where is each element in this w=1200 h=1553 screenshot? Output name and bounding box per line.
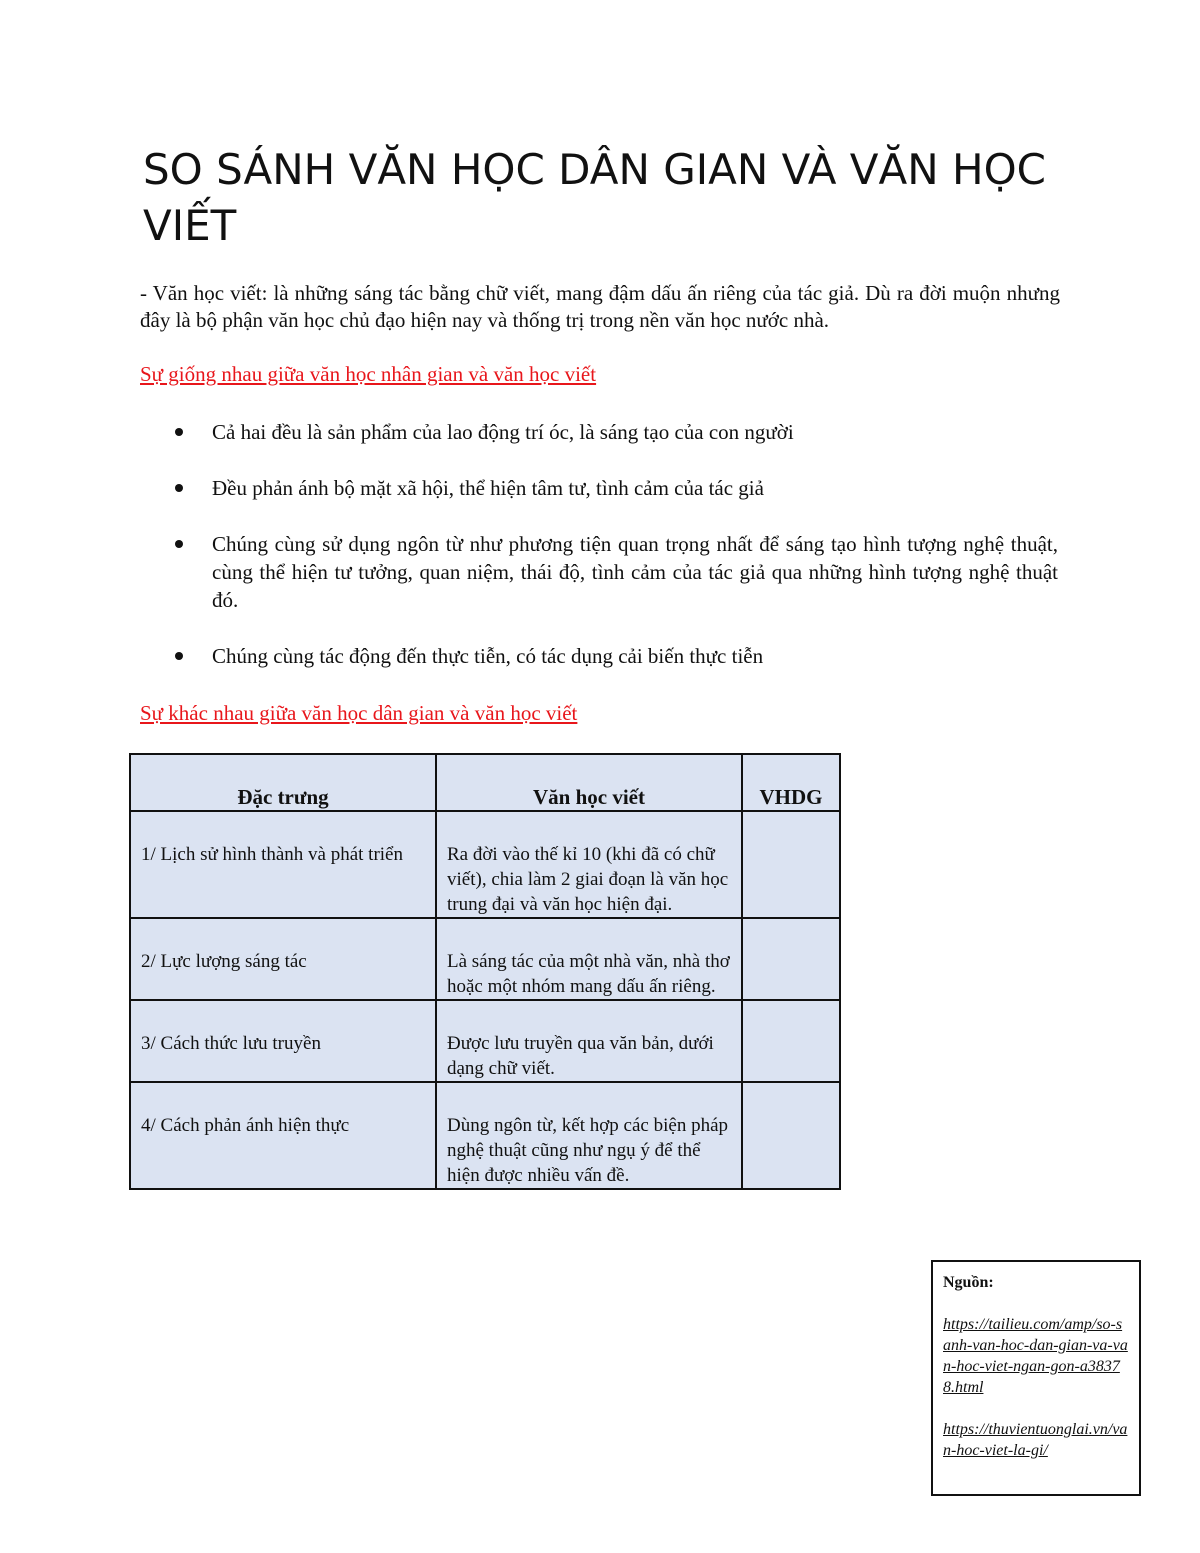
document-title: SO SÁNH VĂN HỌC DÂN GIAN VÀ VĂN HỌC VIẾT bbox=[143, 145, 1046, 250]
table-row bbox=[130, 1000, 840, 1082]
table-cell: Ra đời vào thế kỉ 10 (khi đã có chữ viết), chia làm 2 giai đoạn là văn học trung đại và văn học hiện đại. bbox=[436, 811, 742, 918]
source-link[interactable]: https://thuvientuonglai.vn/van-hoc-viet-la-gi/ bbox=[943, 1421, 1128, 1459]
table-cell bbox=[742, 918, 840, 1000]
table-cell: Dùng ngôn từ, kết hợp các biện pháp nghệ thuật cũng như ngụ ý để thể hiện được nhiều vấn đề. bbox=[436, 1082, 742, 1189]
list-item bbox=[140, 474, 1058, 502]
similarities-list bbox=[140, 418, 1058, 698]
bullet-icon bbox=[175, 652, 183, 660]
table-cell bbox=[742, 1000, 840, 1082]
list-item-text: Chúng cùng tác động đến thực tiễn, có tác dụng cải biến thực tiễn bbox=[212, 644, 764, 668]
table-cell: 2/ Lực lượng sáng tác bbox=[130, 918, 436, 1000]
table-cell: Là sáng tác của một nhà văn, nhà thơ hoặc một nhóm mang dấu ấn riêng. bbox=[436, 918, 742, 1000]
list-item bbox=[140, 418, 1058, 446]
header-folk-literature: VHDG bbox=[742, 754, 840, 811]
list-item bbox=[140, 530, 1058, 614]
bullet-icon bbox=[175, 428, 183, 436]
header-feature: Đặc trưng bbox=[130, 754, 436, 811]
header-written-literature: Văn học viết bbox=[436, 754, 742, 811]
source-box bbox=[931, 1260, 1141, 1496]
table-cell bbox=[742, 1082, 840, 1189]
table-cell bbox=[742, 811, 840, 918]
source-label: Nguồn: bbox=[943, 1274, 994, 1291]
source-link[interactable]: https://tailieu.com/amp/so-sanh-van-hoc-dan-gian-va-van-hoc-viet-ngan-gon-a38378.html bbox=[943, 1316, 1128, 1396]
table-cell: 3/ Cách thức lưu truyền bbox=[130, 1000, 436, 1082]
comparison-table bbox=[129, 753, 841, 1190]
list-item-text: Cả hai đều là sản phẩm của lao động trí óc, là sáng tạo của con người bbox=[212, 420, 794, 444]
list-item bbox=[140, 642, 1058, 670]
table-row bbox=[130, 811, 840, 918]
bullet-icon bbox=[175, 540, 183, 548]
list-item-text: Đều phản ánh bộ mặt xã hội, thể hiện tâm tư, tình cảm của tác giả bbox=[212, 476, 764, 500]
section-heading-similarities: Sự giống nhau giữa văn học nhân gian và văn học viết bbox=[140, 362, 597, 386]
table-cell: Được lưu truyền qua văn bản, dưới dạng chữ viết. bbox=[436, 1000, 742, 1082]
table-row bbox=[130, 918, 840, 1000]
table-row bbox=[130, 1082, 840, 1189]
section-heading-differences: Sự khác nhau giữa văn học dân gian và văn học viết bbox=[140, 701, 578, 725]
table-cell: 1/ Lịch sử hình thành và phát triển bbox=[130, 811, 436, 918]
intro-paragraph: - Văn học viết: là những sáng tác bằng chữ viết, mang đậm dấu ấn riêng của tác giả. Dù ra đời muộn nhưng đây là bộ phận văn học chủ đạo hiện nay và thống trị trong nền văn học nước nhà. bbox=[140, 281, 1060, 332]
bullet-icon bbox=[175, 484, 183, 492]
table-cell: 4/ Cách phản ánh hiện thực bbox=[130, 1082, 436, 1189]
table-header-row bbox=[130, 754, 840, 811]
list-item-text: Chúng cùng sử dụng ngôn từ như phương tiện quan trọng nhất để sáng tạo hình tượng nghệ thuật, cùng thể hiện tư tưởng, quan niệm, thái độ, tình cảm của tác giả qua những hình tượng nghệ thuật đó. bbox=[212, 532, 1058, 612]
